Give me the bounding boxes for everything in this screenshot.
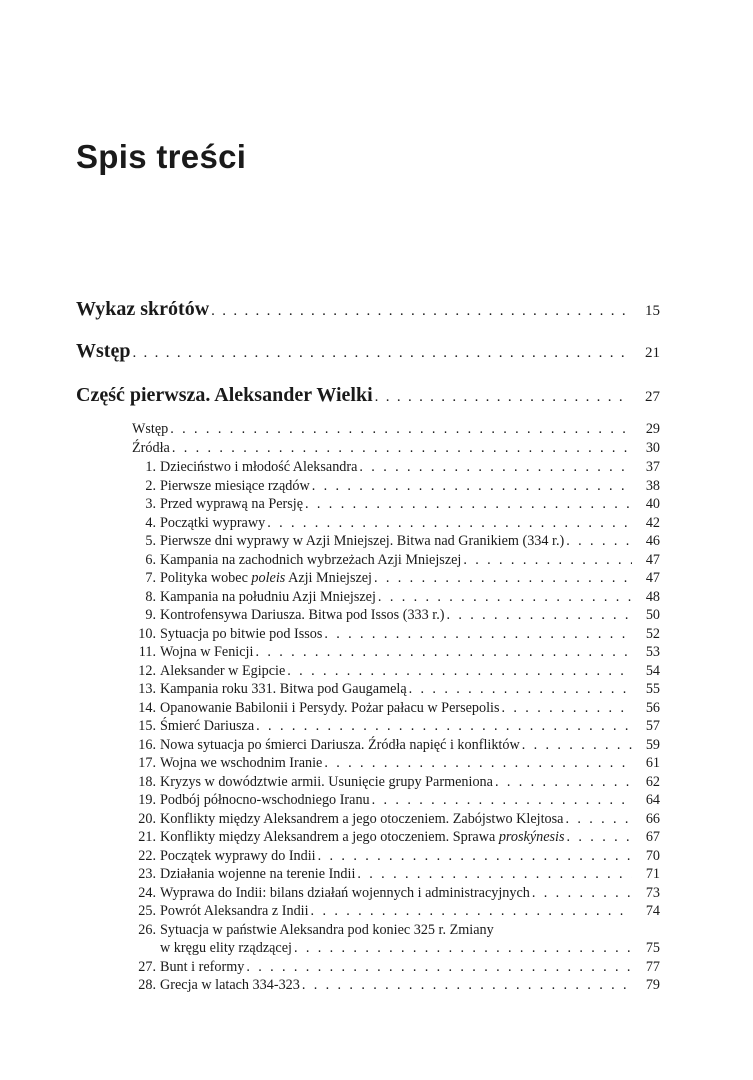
toc-subentry-introduction[interactable] [132,421,660,438]
leader-dots [287,663,632,680]
page-title: Spis treści [76,138,247,175]
toc-entry-page: 38 [645,477,660,494]
chapter-number: 14. [138,699,156,716]
toc-entry-page: 74 [645,903,660,919]
chapter-number: 5. [145,533,156,549]
toc-entry-label: Wykaz skrótów [76,298,210,320]
toc-entry-label: Kampania na zachodnich wybrzeżach Azji Mniejszej [160,551,462,568]
toc-chapter-26[interactable] [132,922,660,939]
toc-entry-label: Kryzys w dowództwie armii. Usunięcie grupy Parmeniona [160,773,493,790]
toc-entry-label: Wstęp [76,340,131,362]
leader-dots [170,421,632,438]
leader-dots [409,681,632,698]
toc-chapter-11[interactable] [132,644,660,661]
leader-dots [211,303,628,320]
chapter-number: 1. [145,459,156,475]
chapter-number: 3. [145,496,156,512]
toc-entry-label: Podbój północno-wschodniego Iranu [160,792,370,808]
toc-chapter-21[interactable] [132,829,660,846]
toc-entry-label: Sytuacja po bitwie pod Issos [160,625,323,642]
chapter-number: 17. [138,755,156,771]
chapter-number: 25. [138,903,156,919]
leader-dots [302,977,632,994]
chapter-number: 4. [145,514,156,531]
toc-entry-page: 64 [645,792,660,808]
toc-chapter-6[interactable] [132,552,660,569]
chapter-number: 12. [138,662,156,679]
toc-entry-label: Działania wojenne na terenie Indii [160,866,356,882]
chapter-number: 21. [138,829,156,845]
chapter-number: 13. [138,681,156,697]
toc-chapter-20[interactable] [132,811,660,828]
chapter-number: 19. [138,792,156,808]
leader-dots [305,496,632,513]
toc-chapter-23[interactable] [132,866,660,883]
leader-dots [565,811,632,828]
toc-entry-label: Początek wyprawy do Indii [160,847,316,864]
toc-entry-label: Wojna w Fenicji [160,644,254,660]
toc-entry-page: 55 [645,681,660,697]
toc-chapter-28[interactable] [132,977,660,994]
leader-dots [324,626,632,643]
toc-entry-label: Wojna we wschodnim Iranie [160,755,323,771]
toc-entry-label-italic: poleis [251,570,286,586]
toc-entry-page: 77 [645,958,660,975]
chapter-number: 8. [145,588,156,605]
leader-dots [311,903,632,920]
toc-entry-label: Bunt i reformy [160,958,245,975]
chapter-number: 20. [138,810,156,827]
toc-entry-page: 47 [645,551,660,568]
toc-chapter-4[interactable] [132,515,660,532]
toc-entry-label-pre: Konflikty między Aleksandrem a jego otoczeniem. Sprawa [160,829,499,845]
toc-entry-page: 37 [645,459,660,475]
toc-chapter-8[interactable] [132,589,660,606]
toc-entry-abbreviations[interactable] [76,298,660,321]
chapter-number: 27. [138,958,156,975]
chapter-number: 7. [145,570,156,586]
toc-entry-label: Opanowanie Babilonii i Persydy. Pożar pałacu w Persepolis [160,699,500,716]
toc-entry-introduction[interactable] [76,340,660,363]
toc-entry-label: Kampania na południu Azji Mniejszej [160,588,376,605]
leader-dots [357,866,632,883]
toc-chapter-2[interactable] [132,478,660,495]
toc-entry-page: 67 [645,829,660,845]
toc-chapter-18[interactable] [132,774,660,791]
leader-dots [294,940,632,957]
toc-entry-label-pre: Polityka wobec [160,570,252,586]
toc-entry-label: Początki wyprawy [160,514,266,531]
toc-chapter-10[interactable] [132,626,660,643]
toc-entry-page: 54 [645,662,660,679]
toc-entry-page: 15 [645,303,660,319]
chapter-number: 28. [138,977,156,993]
chapter-number: 24. [138,884,156,901]
chapter-number: 23. [138,866,156,882]
chapter-number: 26. [138,921,156,938]
toc-entry-page: 61 [645,755,660,771]
toc-entry-label: Powrót Aleksandra z Indii [160,903,309,919]
toc-entry-label: Część pierwsza. Aleksander Wielki [76,384,373,406]
toc-entry-page: 53 [645,644,660,660]
toc-entry-page: 21 [645,345,660,361]
leader-dots [375,389,628,406]
leader-dots [446,607,632,624]
toc-entry-page: 70 [645,847,660,864]
toc-chapter-13[interactable] [132,681,660,698]
toc-chapter-7[interactable] [132,570,660,587]
toc-entry-label: Kontrofensywa Dariusza. Bitwa pod Issos (333 r.) [160,607,445,623]
toc-entry-page: 46 [645,533,660,549]
toc-entry-label-continuation: w kręgu elity rządzącej [160,940,292,956]
toc-entry-label: Konflikty między Aleksandrem a jego otoczeniem. Zabójstwo Klejtosa [160,810,564,827]
chapter-number: 11. [138,644,156,660]
toc-entry-page: 40 [645,496,660,512]
toc-entry-label: Śmierć Dariusza [160,718,255,734]
leader-dots [359,459,632,476]
leader-dots [378,589,632,606]
toc-chapter-19[interactable] [132,792,660,809]
toc-entry-label-post: Azji Mniejszej [285,570,372,586]
toc-entry-page: 42 [645,514,660,531]
toc-entry-label-italic: proskýnesis [498,829,565,845]
leader-dots [256,718,632,735]
toc-chapter-24[interactable] [132,885,660,902]
toc-entry-page: 56 [645,699,660,716]
toc-entry-page: 75 [645,940,660,956]
toc-entry-page: 62 [645,773,660,790]
toc-entry-label: Źródła [132,440,170,456]
leader-dots [372,792,632,809]
toc-entry-page: 27 [645,389,660,405]
toc-chapter-27[interactable] [132,959,660,976]
leader-dots [463,552,632,569]
leader-dots [172,440,632,457]
chapter-number: 9. [145,607,156,623]
chapter-number: 16. [138,736,156,753]
toc-entry-label: Dzieciństwo i młodość Aleksandra [160,459,358,475]
leader-dots [374,570,632,587]
leader-dots [502,700,632,717]
toc-entry-page: 59 [645,736,660,753]
leader-dots [312,478,632,495]
leader-dots [522,737,632,754]
chapter-number: 10. [138,625,156,642]
toc-chapter-25[interactable] [132,903,660,920]
leader-dots [132,345,628,362]
toc-entry-label: Aleksander w Egipcie [160,662,286,679]
chapter-number: 15. [138,718,156,734]
toc-entry-label: Wstęp [132,421,169,437]
toc-chapter-22[interactable] [132,848,660,865]
toc-entry-page: 50 [645,607,660,623]
toc-entry-page: 79 [645,977,660,993]
toc-chapter-17[interactable] [132,755,660,772]
leader-dots [495,774,632,791]
toc-entry-page: 57 [645,718,660,734]
leader-dots [318,848,632,865]
toc-entry-label: Wyprawa do Indii: bilans działań wojennych i administracyjnych [160,884,530,901]
toc-entry-page: 30 [645,440,660,456]
toc-chapter-9[interactable] [132,607,660,624]
toc-chapter-1[interactable] [132,459,660,476]
toc-entry-page: 47 [645,570,660,586]
toc-chapter-5[interactable] [132,533,660,550]
leader-dots [324,755,632,772]
leader-dots [567,829,632,846]
toc-chapter-15[interactable] [132,718,660,735]
leader-dots [246,959,632,976]
leader-dots [532,885,632,902]
toc-entry-label: Przed wyprawą na Persję [160,496,304,512]
toc-entry-label: Kampania roku 331. Bitwa pod Gaugamelą [160,681,407,697]
toc-chapter-3[interactable] [132,496,660,513]
toc-entry-part-one[interactable] [76,384,660,407]
toc-entry-label: Pierwsze dni wyprawy w Azji Mniejszej. Bitwa nad Granikiem (334 r.) [160,533,565,549]
toc-entry-page: 29 [645,421,660,437]
chapter-number: 6. [145,551,156,568]
toc-chapter-26-continuation[interactable] [160,940,660,957]
leader-dots [566,533,632,550]
toc-entry-page: 66 [645,810,660,827]
toc-entry-label: Nowa sytuacja po śmierci Dariusza. Źródła napięć i konfliktów [160,736,520,753]
toc-chapter-16[interactable] [132,737,660,754]
toc-entry-page: 73 [645,884,660,901]
toc-chapter-14[interactable] [132,700,660,717]
chapter-number: 2. [145,477,156,494]
toc-entry-page: 48 [645,588,660,605]
chapter-number: 22. [138,847,156,864]
toc-entry-label: Grecja w latach 334-323 [160,977,300,993]
toc-subentry-sources[interactable] [132,440,660,457]
toc-entry-page: 52 [645,625,660,642]
chapter-number: 18. [138,773,156,790]
toc-entry-label: Sytuacja w państwie Aleksandra pod koniec 325 r. Zmiany [160,921,494,938]
toc-entry-page: 71 [645,866,660,882]
leader-dots [267,515,632,532]
toc-chapter-12[interactable] [132,663,660,680]
toc-entry-label: Pierwsze miesiące rządów [160,477,310,494]
leader-dots [255,644,632,661]
